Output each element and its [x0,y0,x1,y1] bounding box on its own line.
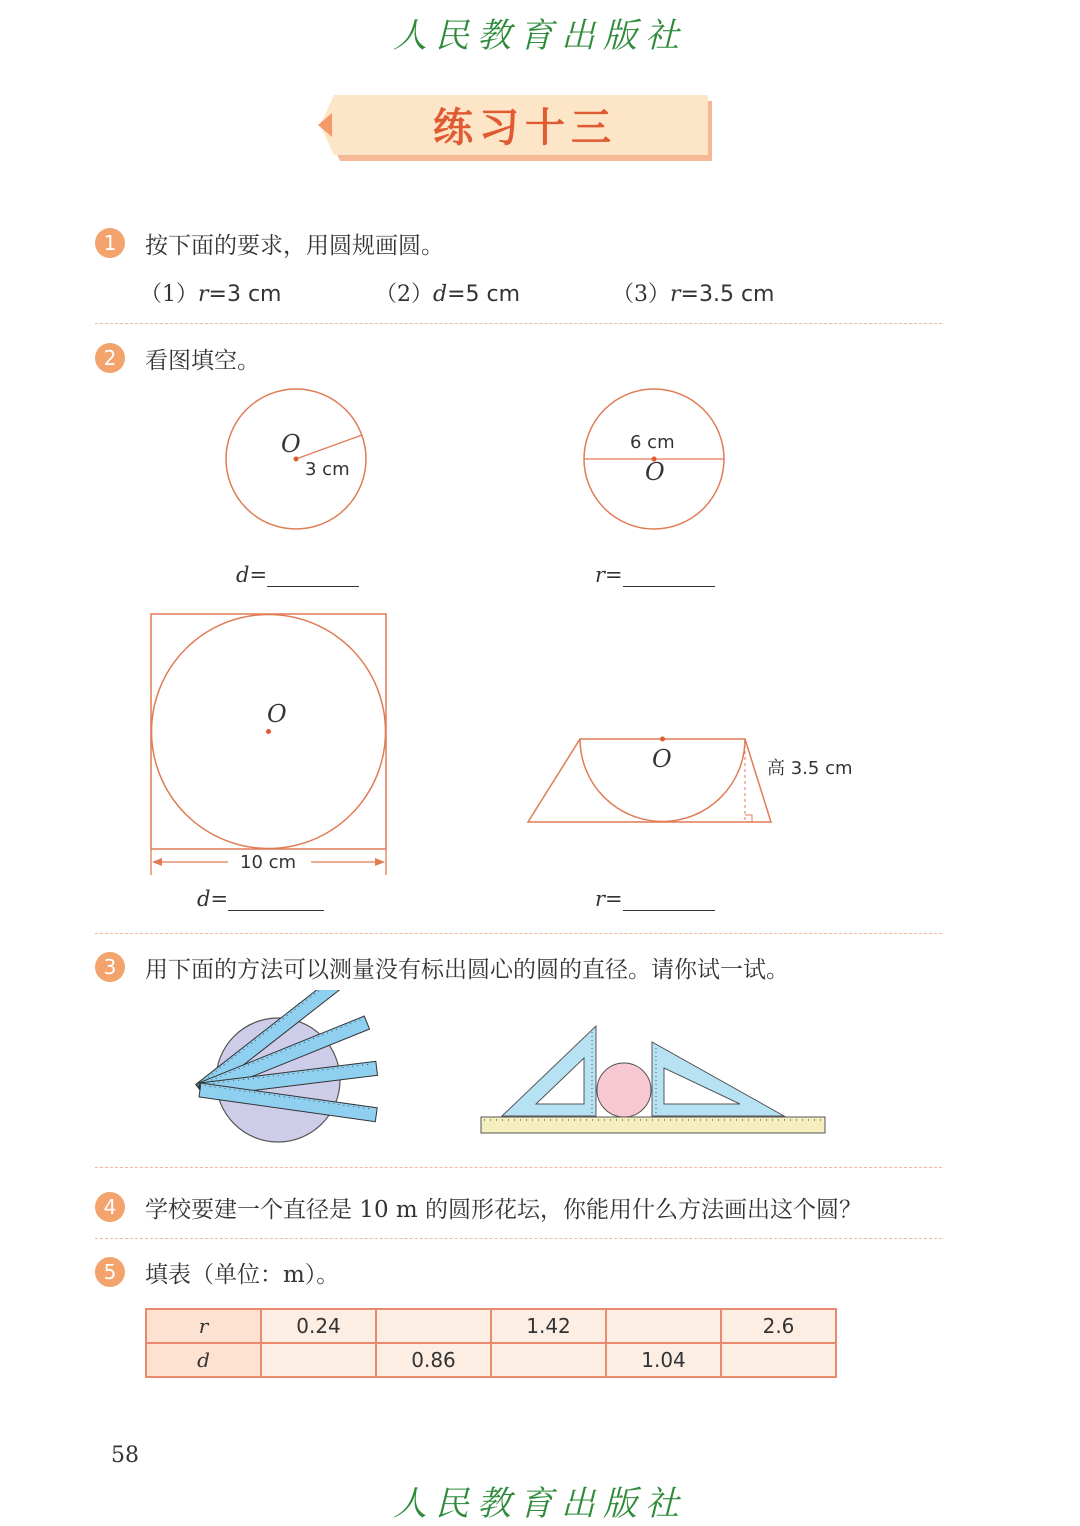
center-label-o: O [267,700,287,728]
inscribed-circle-square-figure [146,610,392,880]
table-cell [721,1343,836,1377]
table-row [146,1309,836,1343]
question-number-badge: 1 [95,228,125,258]
publisher-logo-bottom: 人民教育出版社 [393,1484,687,1524]
circle-radius-figure [220,385,375,535]
table-cell: 2.6 [721,1309,836,1343]
table-cell [376,1309,491,1343]
question-2-text: 看图填空。 [145,348,260,374]
height-label: 高 3.5 cm [767,758,853,779]
exercise-title: 练习十三 [433,104,617,151]
radius-diameter-table [145,1308,837,1378]
row-header: d [146,1343,261,1377]
table-cell [261,1343,376,1377]
question-3-text: 用下面的方法可以测量没有标出圆心的圆的直径。请你试一试。 [145,957,789,983]
table-row [146,1343,836,1377]
table-cell [491,1343,606,1377]
semicircle-trapezoid-figure [525,735,775,827]
divider [95,1167,942,1168]
divider [95,933,942,934]
question-number-badge: 5 [95,1257,125,1287]
table-cell: 0.24 [261,1309,376,1343]
side-length-label: 10 cm [240,852,297,873]
rulers-measuring-circle-illustration [190,990,390,1145]
answer-blank-r: r= [595,563,715,587]
center-label-o: O [281,430,301,458]
question-number-badge: 2 [95,343,125,373]
q1-item-1: （1）r=3 cm [140,282,282,307]
page-number: 58 [111,1443,139,1468]
question-1-text: 按下面的要求，用圆规画圆。 [145,233,444,259]
set-squares-measuring-circle-illustration [478,1022,828,1138]
radius-label: 3 cm [305,459,350,480]
question-5-text: 填表（单位：m）。 [145,1262,340,1288]
q1-item-2: （2）d=5 cm [375,282,521,307]
answer-blank-d: d= [197,887,324,911]
table-cell: 1.04 [606,1343,721,1377]
row-header: r [146,1309,261,1343]
table-cell [606,1309,721,1343]
table-cell: 0.86 [376,1343,491,1377]
divider [95,323,942,324]
publisher-logo-top: 人民教育出版社 [393,16,687,56]
q1-item-3: （3）r=3.5 cm [612,282,775,307]
center-label-o: O [652,745,672,773]
answer-blank-r: r= [595,887,715,911]
table-cell: 1.42 [491,1309,606,1343]
center-label-o: O [645,458,665,486]
answer-blank-d: d= [236,563,359,587]
divider [95,1238,942,1239]
question-number-badge: 3 [95,952,125,982]
question-number-badge: 4 [95,1192,125,1222]
diameter-label: 6 cm [630,432,675,453]
question-4-text: 学校要建一个直径是 10 m 的圆形花坛，你能用什么方法画出这个圆？ [145,1197,863,1223]
